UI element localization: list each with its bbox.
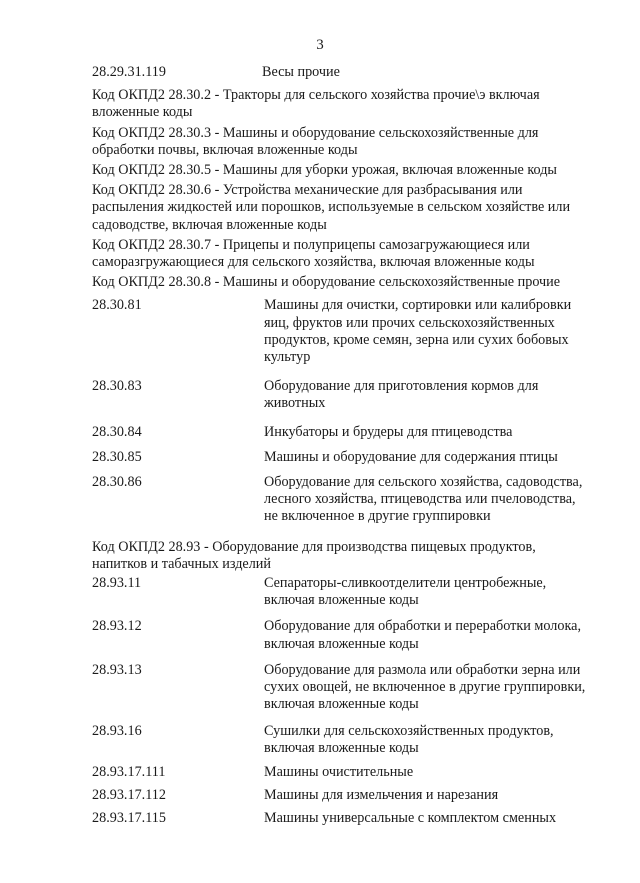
paragraph-okpd2-28-30-5: Код ОКПД2 28.30.5 - Машины для уборки урожая, включая вложенные коды [92,162,557,179]
code: 28.30.83 [92,378,142,395]
document-body [92,64,590,828]
description: Оборудование для размола или обработки зерна или сухих овощей, не включенное в другие группировки, включая вложенные коды [264,661,586,713]
code: 28.93.16 [92,722,142,739]
paragraph-okpd2-28-30-7: Код ОКПД2 28.30.7 - Прицепы и полуприцепы самозагружающиеся или саморазгружающиеся для сельского хозяйства, включая вложенные коды [92,236,535,271]
code: 28.30.84 [92,423,142,440]
table-row [92,787,590,804]
paragraph-okpd2-28-30-6: Код ОКПД2 28.30.6 - Устройства механические для разбрасывания или распыления жидкостей или порошков, используемые в сельском хозяйстве или садоводстве, включая вложенные коды [92,182,571,233]
table-row [92,297,590,366]
description: Сепараторы-сливкоотделители центробежные, включая вложенные коды [264,575,547,609]
table-row [92,618,590,652]
table-row [92,449,590,466]
code: 28.30.86 [92,474,142,491]
description: Оборудование для сельского хозяйства, садоводства, лесного хозяйства, птицеводства или пчеловодства, не включенное в другие группировки [264,474,583,525]
paragraph-okpd2-28-30-2: Код ОКПД2 28.30.2 - Тракторы для сельского хозяйства прочие\э включая вложенные коды [92,87,540,121]
code: 28.93.12 [92,618,142,635]
description: Сушилки для сельскохозяйственных продуктов, включая вложенные коды [264,722,554,756]
code: 28.93.11 [92,575,142,592]
table-row [92,723,590,757]
code: 28.93.17.112 [92,787,166,804]
paragraph-okpd2-28-93: Код ОКПД2 28.93 - Оборудование для производства пищевых продуктов, напитков и табачных изделий [92,538,536,572]
table-row [92,662,590,714]
description: Весы прочие [262,64,340,80]
table-row [92,575,590,609]
code: 28.30.81 [92,297,142,314]
description: Оборудование для приготовления кормов для животных [264,378,539,412]
description: Машины для очистки, сортировки или калибровки яиц, фруктов или прочих сельскохозяйственных продуктов, кроме семян, зерна или сухих бобовых культур [264,297,572,366]
description: Машины универсальные с комплектом сменных [264,810,557,827]
description: Оборудование для обработки и переработки молока, включая вложенные коды [264,618,581,652]
paragraph-okpd2-28-30-8: Код ОКПД2 28.30.8 - Машины и оборудование сельскохозяйственные прочие [92,274,561,291]
table-row [92,424,590,441]
description: Инкубаторы и брудеры для птицеводства [264,423,513,440]
table-row [92,810,590,827]
table-row [92,378,590,412]
code: 28.93.17.111 [92,763,166,780]
description: Машины и оборудование для содержания птицы [264,448,558,465]
code-line-first [92,64,590,81]
code: 28.93.13 [92,661,142,678]
table-row [92,764,590,781]
page-number: 3 [316,37,324,53]
paragraph-okpd2-28-30-3: Код ОКПД2 28.30.3 - Машины и оборудование сельскохозяйственные для обработки почвы, включая вложенные коды [92,124,539,158]
code: 28.93.17.115 [92,810,166,827]
table-row [92,474,590,526]
code: 28.29.31.119 [92,64,166,80]
description: Машины для измельчения и нарезания [264,787,499,804]
code: 28.30.85 [92,448,142,465]
description: Машины очистительные [264,763,414,780]
